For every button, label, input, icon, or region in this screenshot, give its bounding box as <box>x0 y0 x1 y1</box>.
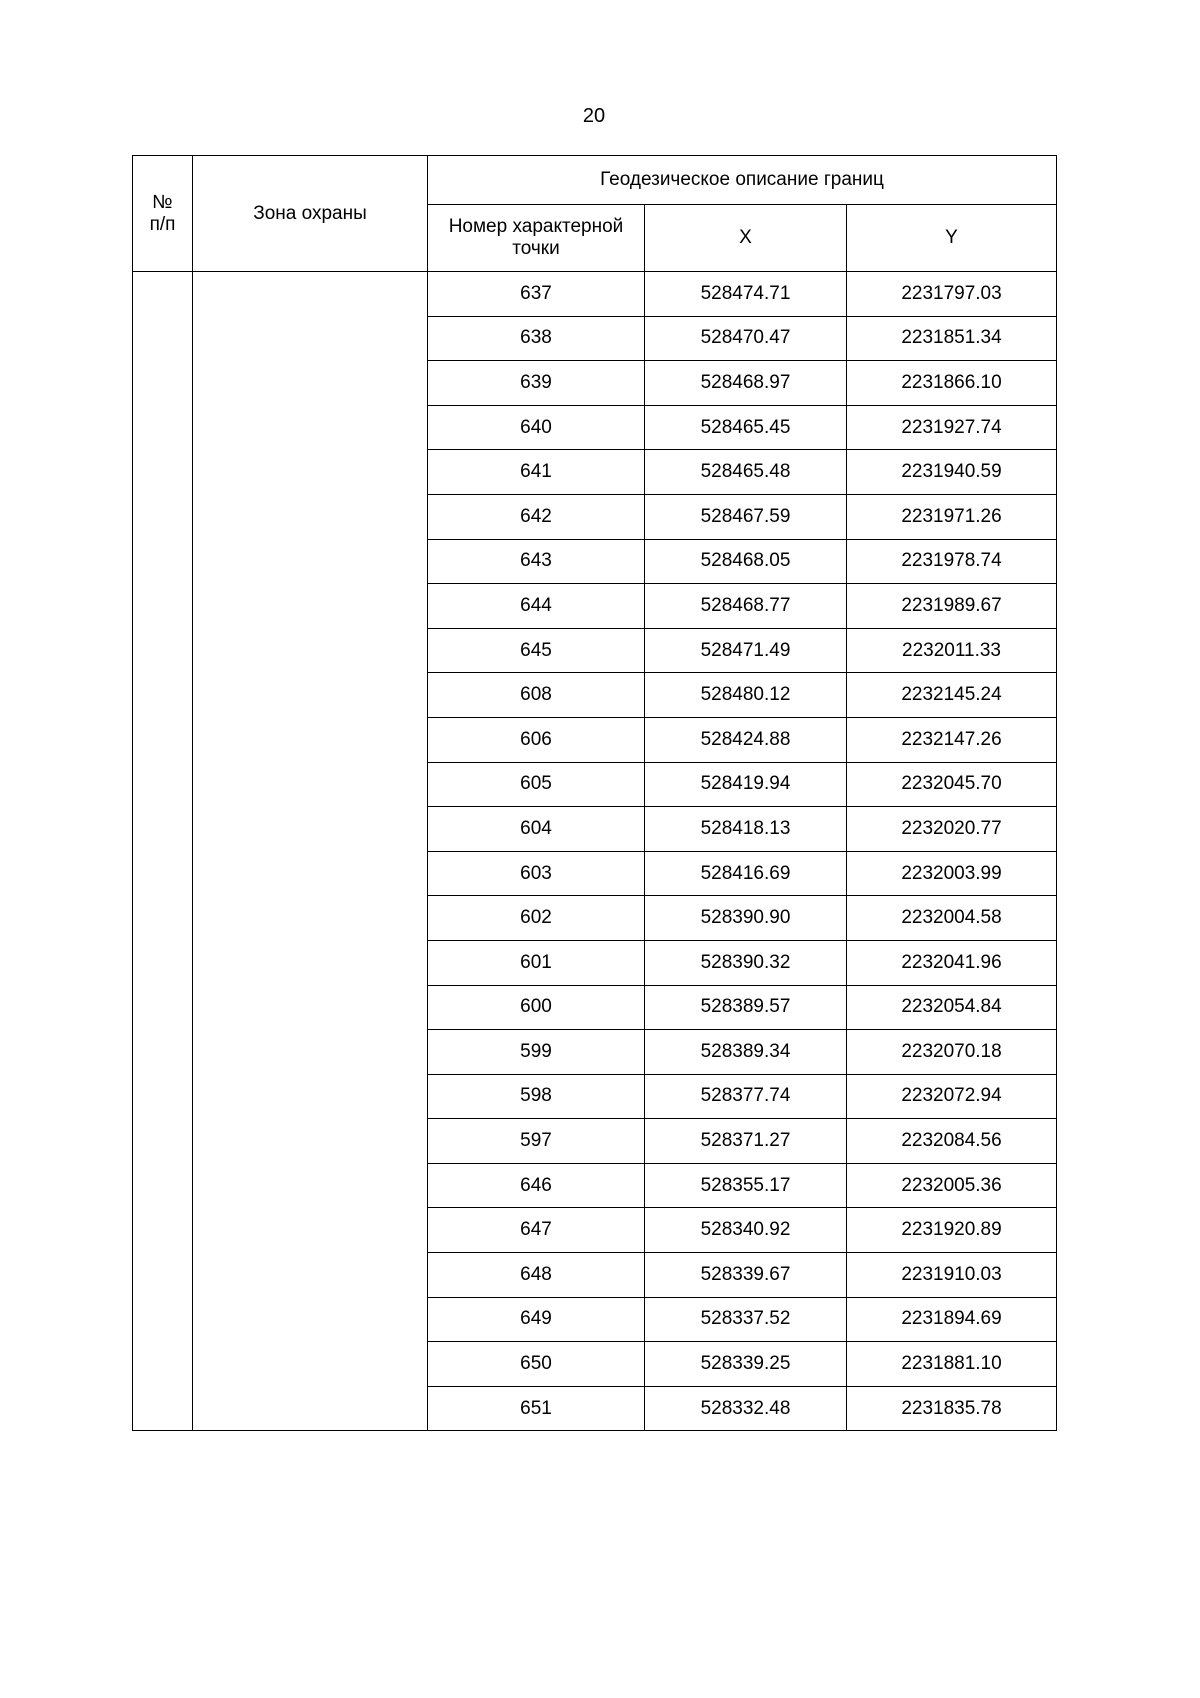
point-number-cell: 645 <box>428 628 645 673</box>
x-coordinate-cell: 528419.94 <box>645 762 847 807</box>
point-number-cell: 598 <box>428 1074 645 1119</box>
x-coordinate-cell: 528468.97 <box>645 361 847 406</box>
x-coordinate-cell: 528418.13 <box>645 807 847 852</box>
x-coordinate-cell: 528337.52 <box>645 1297 847 1342</box>
x-coordinate-cell: 528389.57 <box>645 985 847 1030</box>
header-geodetic-description: Геодезическое описание границ <box>428 156 1057 205</box>
x-coordinate-cell: 528468.77 <box>645 584 847 629</box>
header-x: X <box>645 205 847 272</box>
row-number-cell <box>133 272 193 1431</box>
protection-zone-cell <box>193 272 428 1431</box>
y-coordinate-cell: 2231989.67 <box>847 584 1057 629</box>
x-coordinate-cell: 528465.48 <box>645 450 847 495</box>
x-coordinate-cell: 528465.45 <box>645 405 847 450</box>
y-coordinate-cell: 2231940.59 <box>847 450 1057 495</box>
point-number-cell: 651 <box>428 1386 645 1431</box>
boundary-coordinates-table <box>132 155 1057 1431</box>
point-number-cell: 600 <box>428 985 645 1030</box>
header-point-number: Номер характерной точки <box>428 205 645 272</box>
point-number-cell: 604 <box>428 807 645 852</box>
y-coordinate-cell: 2232003.99 <box>847 851 1057 896</box>
point-number-cell: 649 <box>428 1297 645 1342</box>
header-y: Y <box>847 205 1057 272</box>
y-coordinate-cell: 2232084.56 <box>847 1119 1057 1164</box>
header-protection-zone: Зона охраны <box>193 156 428 272</box>
y-coordinate-cell: 2232070.18 <box>847 1030 1057 1075</box>
point-number-cell: 597 <box>428 1119 645 1164</box>
point-number-cell: 639 <box>428 361 645 406</box>
x-coordinate-cell: 528339.25 <box>645 1342 847 1387</box>
x-coordinate-cell: 528471.49 <box>645 628 847 673</box>
y-coordinate-cell: 2231971.26 <box>847 494 1057 539</box>
x-coordinate-cell: 528389.34 <box>645 1030 847 1075</box>
header-row-number: № п/п <box>133 156 193 272</box>
y-coordinate-cell: 2232011.33 <box>847 628 1057 673</box>
y-coordinate-cell: 2232072.94 <box>847 1074 1057 1119</box>
point-number-cell: 648 <box>428 1253 645 1298</box>
x-coordinate-cell: 528390.90 <box>645 896 847 941</box>
point-number-cell: 603 <box>428 851 645 896</box>
point-number-cell: 638 <box>428 316 645 361</box>
x-coordinate-cell: 528424.88 <box>645 717 847 762</box>
x-coordinate-cell: 528474.71 <box>645 272 847 317</box>
y-coordinate-cell: 2232045.70 <box>847 762 1057 807</box>
point-number-cell: 643 <box>428 539 645 584</box>
point-number-cell: 642 <box>428 494 645 539</box>
point-number-cell: 605 <box>428 762 645 807</box>
y-coordinate-cell: 2232145.24 <box>847 673 1057 718</box>
y-coordinate-cell: 2231978.74 <box>847 539 1057 584</box>
x-coordinate-cell: 528467.59 <box>645 494 847 539</box>
point-number-cell: 602 <box>428 896 645 941</box>
point-number-cell: 641 <box>428 450 645 495</box>
y-coordinate-cell: 2231920.89 <box>847 1208 1057 1253</box>
point-number-cell: 647 <box>428 1208 645 1253</box>
point-number-cell: 646 <box>428 1163 645 1208</box>
x-coordinate-cell: 528390.32 <box>645 940 847 985</box>
y-coordinate-cell: 2231910.03 <box>847 1253 1057 1298</box>
x-coordinate-cell: 528339.67 <box>645 1253 847 1298</box>
x-coordinate-cell: 528332.48 <box>645 1386 847 1431</box>
table-body <box>133 272 1057 1431</box>
y-coordinate-cell: 2231881.10 <box>847 1342 1057 1387</box>
x-coordinate-cell: 528377.74 <box>645 1074 847 1119</box>
table-row <box>133 272 1057 317</box>
y-coordinate-cell: 2231866.10 <box>847 361 1057 406</box>
point-number-cell: 637 <box>428 272 645 317</box>
y-coordinate-cell: 2232147.26 <box>847 717 1057 762</box>
point-number-cell: 640 <box>428 405 645 450</box>
y-coordinate-cell: 2232020.77 <box>847 807 1057 852</box>
y-coordinate-cell: 2232005.36 <box>847 1163 1057 1208</box>
point-number-cell: 608 <box>428 673 645 718</box>
y-coordinate-cell: 2231927.74 <box>847 405 1057 450</box>
x-coordinate-cell: 528355.17 <box>645 1163 847 1208</box>
point-number-cell: 601 <box>428 940 645 985</box>
page-number: 20 <box>582 105 606 127</box>
x-coordinate-cell: 528480.12 <box>645 673 847 718</box>
point-number-cell: 644 <box>428 584 645 629</box>
y-coordinate-cell: 2231797.03 <box>847 272 1057 317</box>
y-coordinate-cell: 2231835.78 <box>847 1386 1057 1431</box>
y-coordinate-cell: 2232054.84 <box>847 985 1057 1030</box>
y-coordinate-cell: 2232004.58 <box>847 896 1057 941</box>
point-number-cell: 606 <box>428 717 645 762</box>
point-number-cell: 650 <box>428 1342 645 1387</box>
y-coordinate-cell: 2231851.34 <box>847 316 1057 361</box>
point-number-cell: 599 <box>428 1030 645 1075</box>
y-coordinate-cell: 2232041.96 <box>847 940 1057 985</box>
x-coordinate-cell: 528340.92 <box>645 1208 847 1253</box>
x-coordinate-cell: 528371.27 <box>645 1119 847 1164</box>
y-coordinate-cell: 2231894.69 <box>847 1297 1057 1342</box>
x-coordinate-cell: 528468.05 <box>645 539 847 584</box>
x-coordinate-cell: 528470.47 <box>645 316 847 361</box>
x-coordinate-cell: 528416.69 <box>645 851 847 896</box>
